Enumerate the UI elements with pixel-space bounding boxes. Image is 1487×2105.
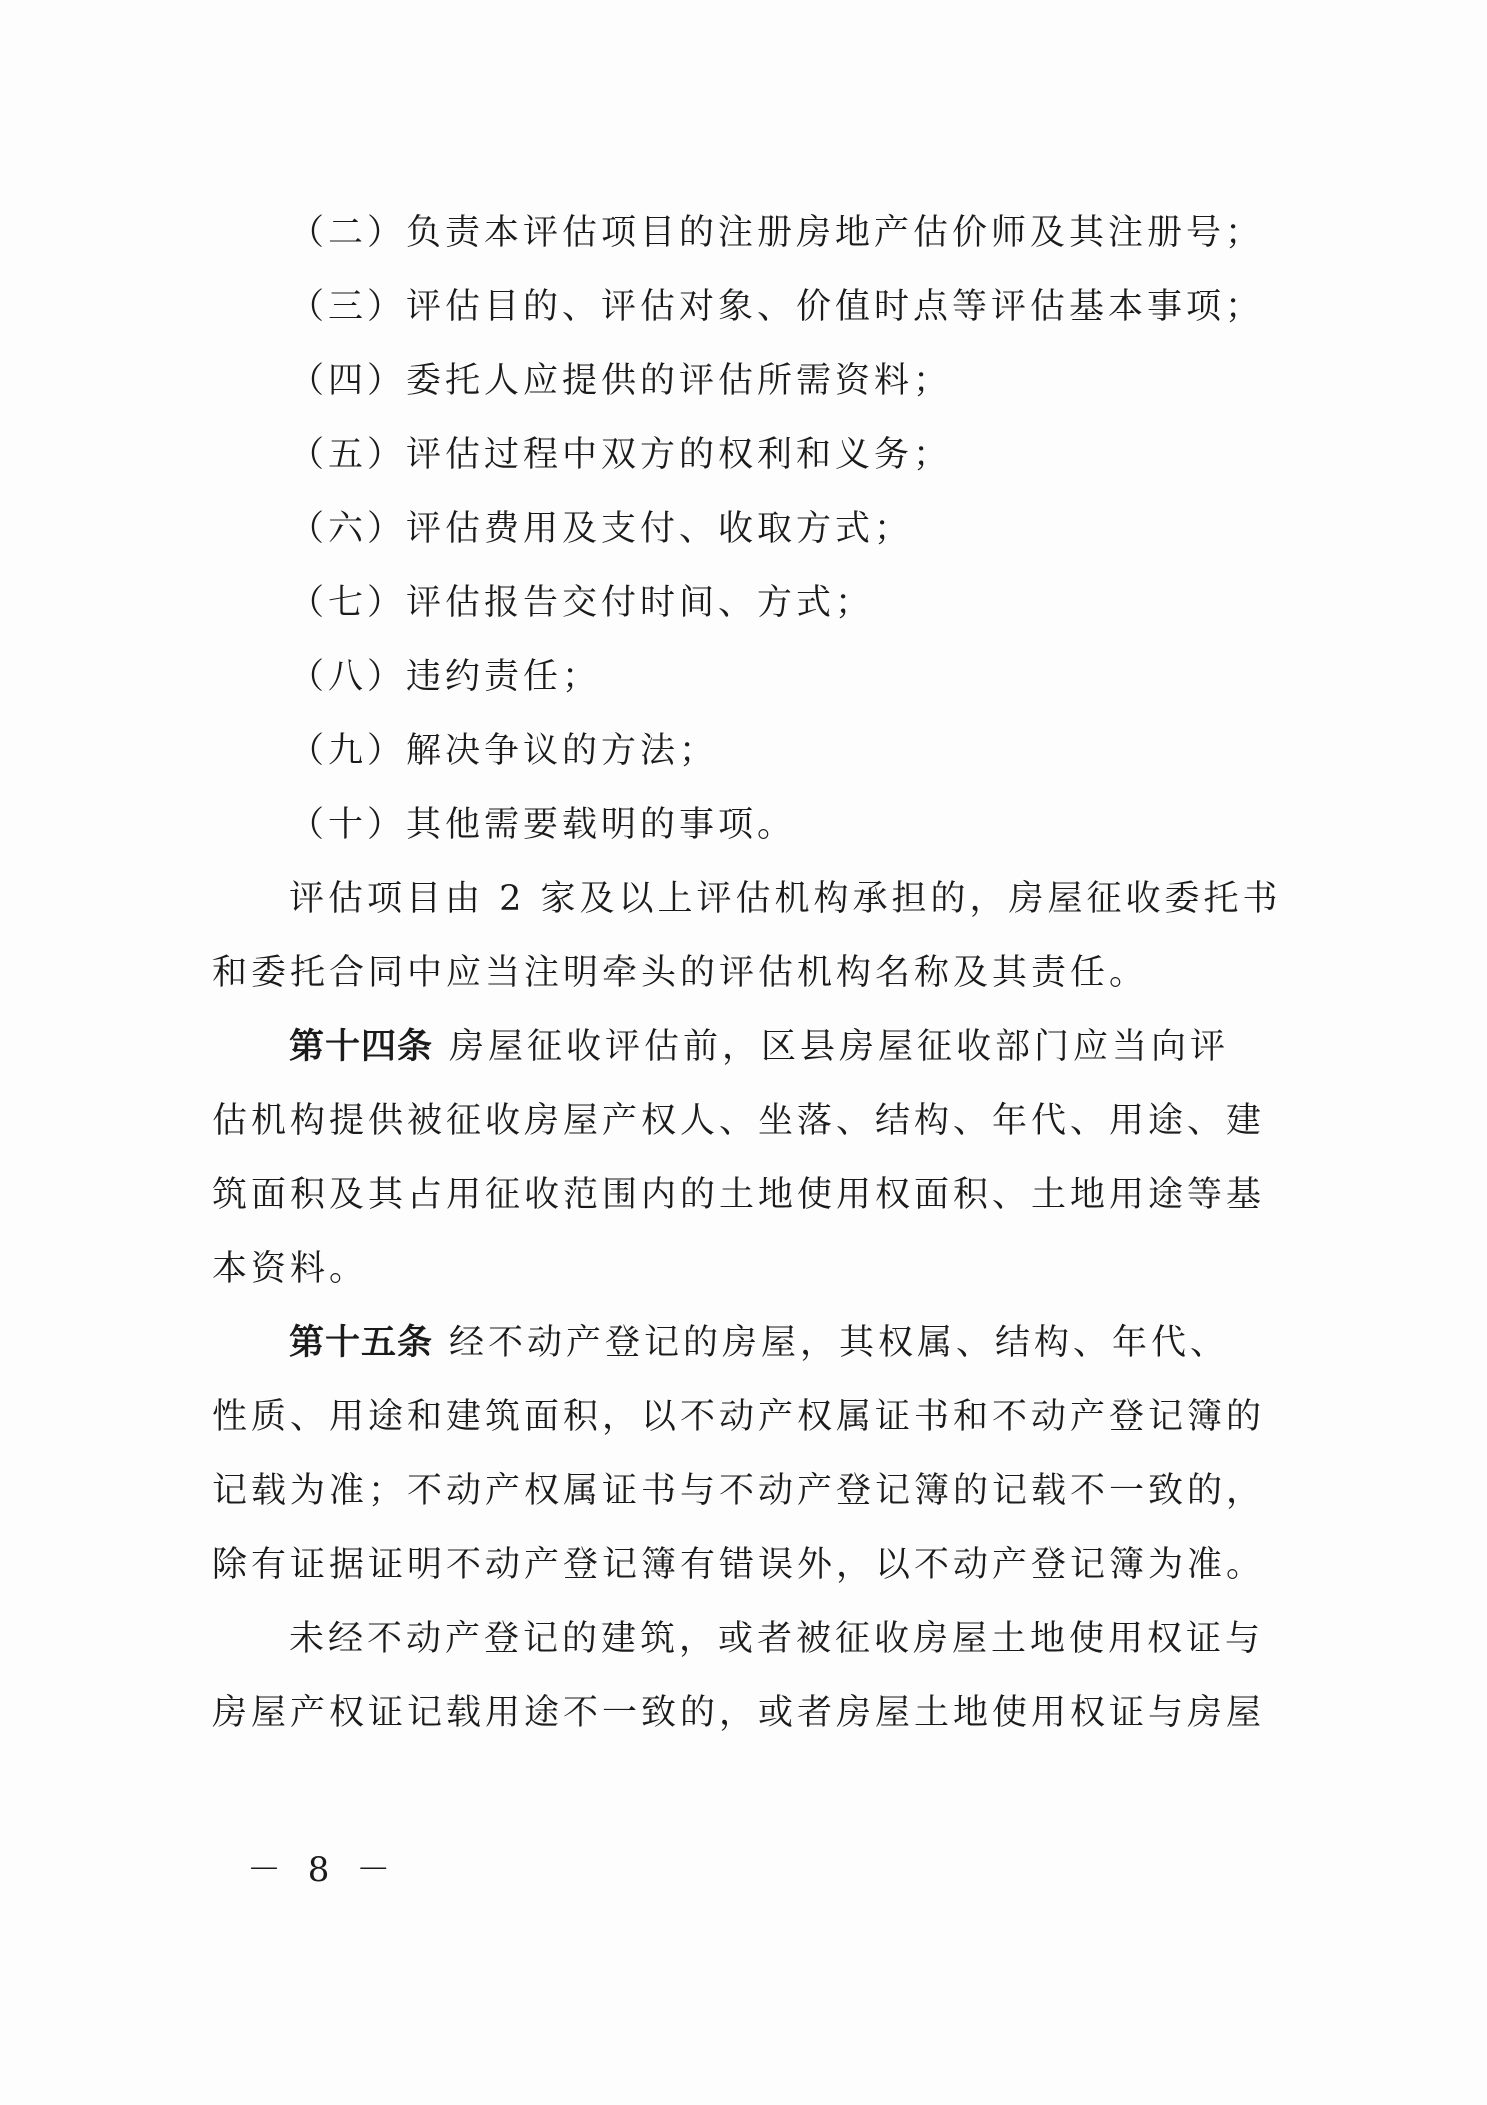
- page-number: － 8 －: [247, 1850, 399, 1890]
- list-item: （二）负责本评估项目的注册房地产估价师及其注册号；: [289, 213, 1265, 253]
- paragraph-line: 和委托合同中应当注明牵头的评估机构名称及其责任。: [212, 953, 1149, 993]
- paragraph-line: 评估项目由 2 家及以上评估机构承担的，房屋征收委托书: [289, 879, 1282, 919]
- paragraph-line: 估机构提供被征收房屋产权人、坐落、结构、年代、用途、建: [212, 1101, 1266, 1141]
- paragraph-line: 房屋产权证记载用途不一致的，或者房屋土地使用权证与房屋: [212, 1693, 1266, 1733]
- list-item: （六）评估费用及支付、收取方式；: [289, 509, 914, 549]
- article-14-label: 第十四条: [289, 1027, 434, 1067]
- article-15-text: 经不动产登记的房屋，其权属、结构、年代、: [449, 1323, 1230, 1363]
- list-item: （九）解决争议的方法；: [289, 731, 719, 771]
- list-item: （七）评估报告交付时间、方式；: [289, 583, 875, 623]
- list-item: （十）其他需要载明的事项。: [289, 805, 797, 845]
- list-item: （八）违约责任；: [289, 657, 602, 697]
- paragraph-line: 筑面积及其占用征收范围内的土地使用权面积、土地用途等基: [212, 1175, 1266, 1215]
- list-item: （四）委托人应提供的评估所需资料；: [289, 361, 953, 401]
- paragraph-line: 未经不动产登记的建筑，或者被征收房屋土地使用权证与: [289, 1619, 1265, 1659]
- article-15-first-line: [212, 1306, 1280, 1380]
- list-item: （五）评估过程中双方的权利和义务；: [289, 435, 953, 475]
- paragraph-line: 除有证据证明不动产登记簿有错误外，以不动产登记簿为准。: [212, 1545, 1266, 1585]
- article-14-text: 房屋征收评估前，区县房屋征收部门应当向评: [449, 1027, 1230, 1067]
- paragraph-line: 记载为准；不动产权属证书与不动产登记簿的记载不一致的，: [212, 1471, 1266, 1511]
- paragraph-line: 性质、用途和建筑面积，以不动产权属证书和不动产登记簿的: [212, 1397, 1266, 1437]
- article-14-first-line: [212, 1010, 1280, 1084]
- article-15-label: 第十五条: [289, 1323, 434, 1363]
- document-body: [212, 196, 1280, 1750]
- paragraph-line: 本资料。: [212, 1249, 369, 1289]
- list-item: （三）评估目的、评估对象、价值时点等评估基本事项；: [289, 287, 1265, 327]
